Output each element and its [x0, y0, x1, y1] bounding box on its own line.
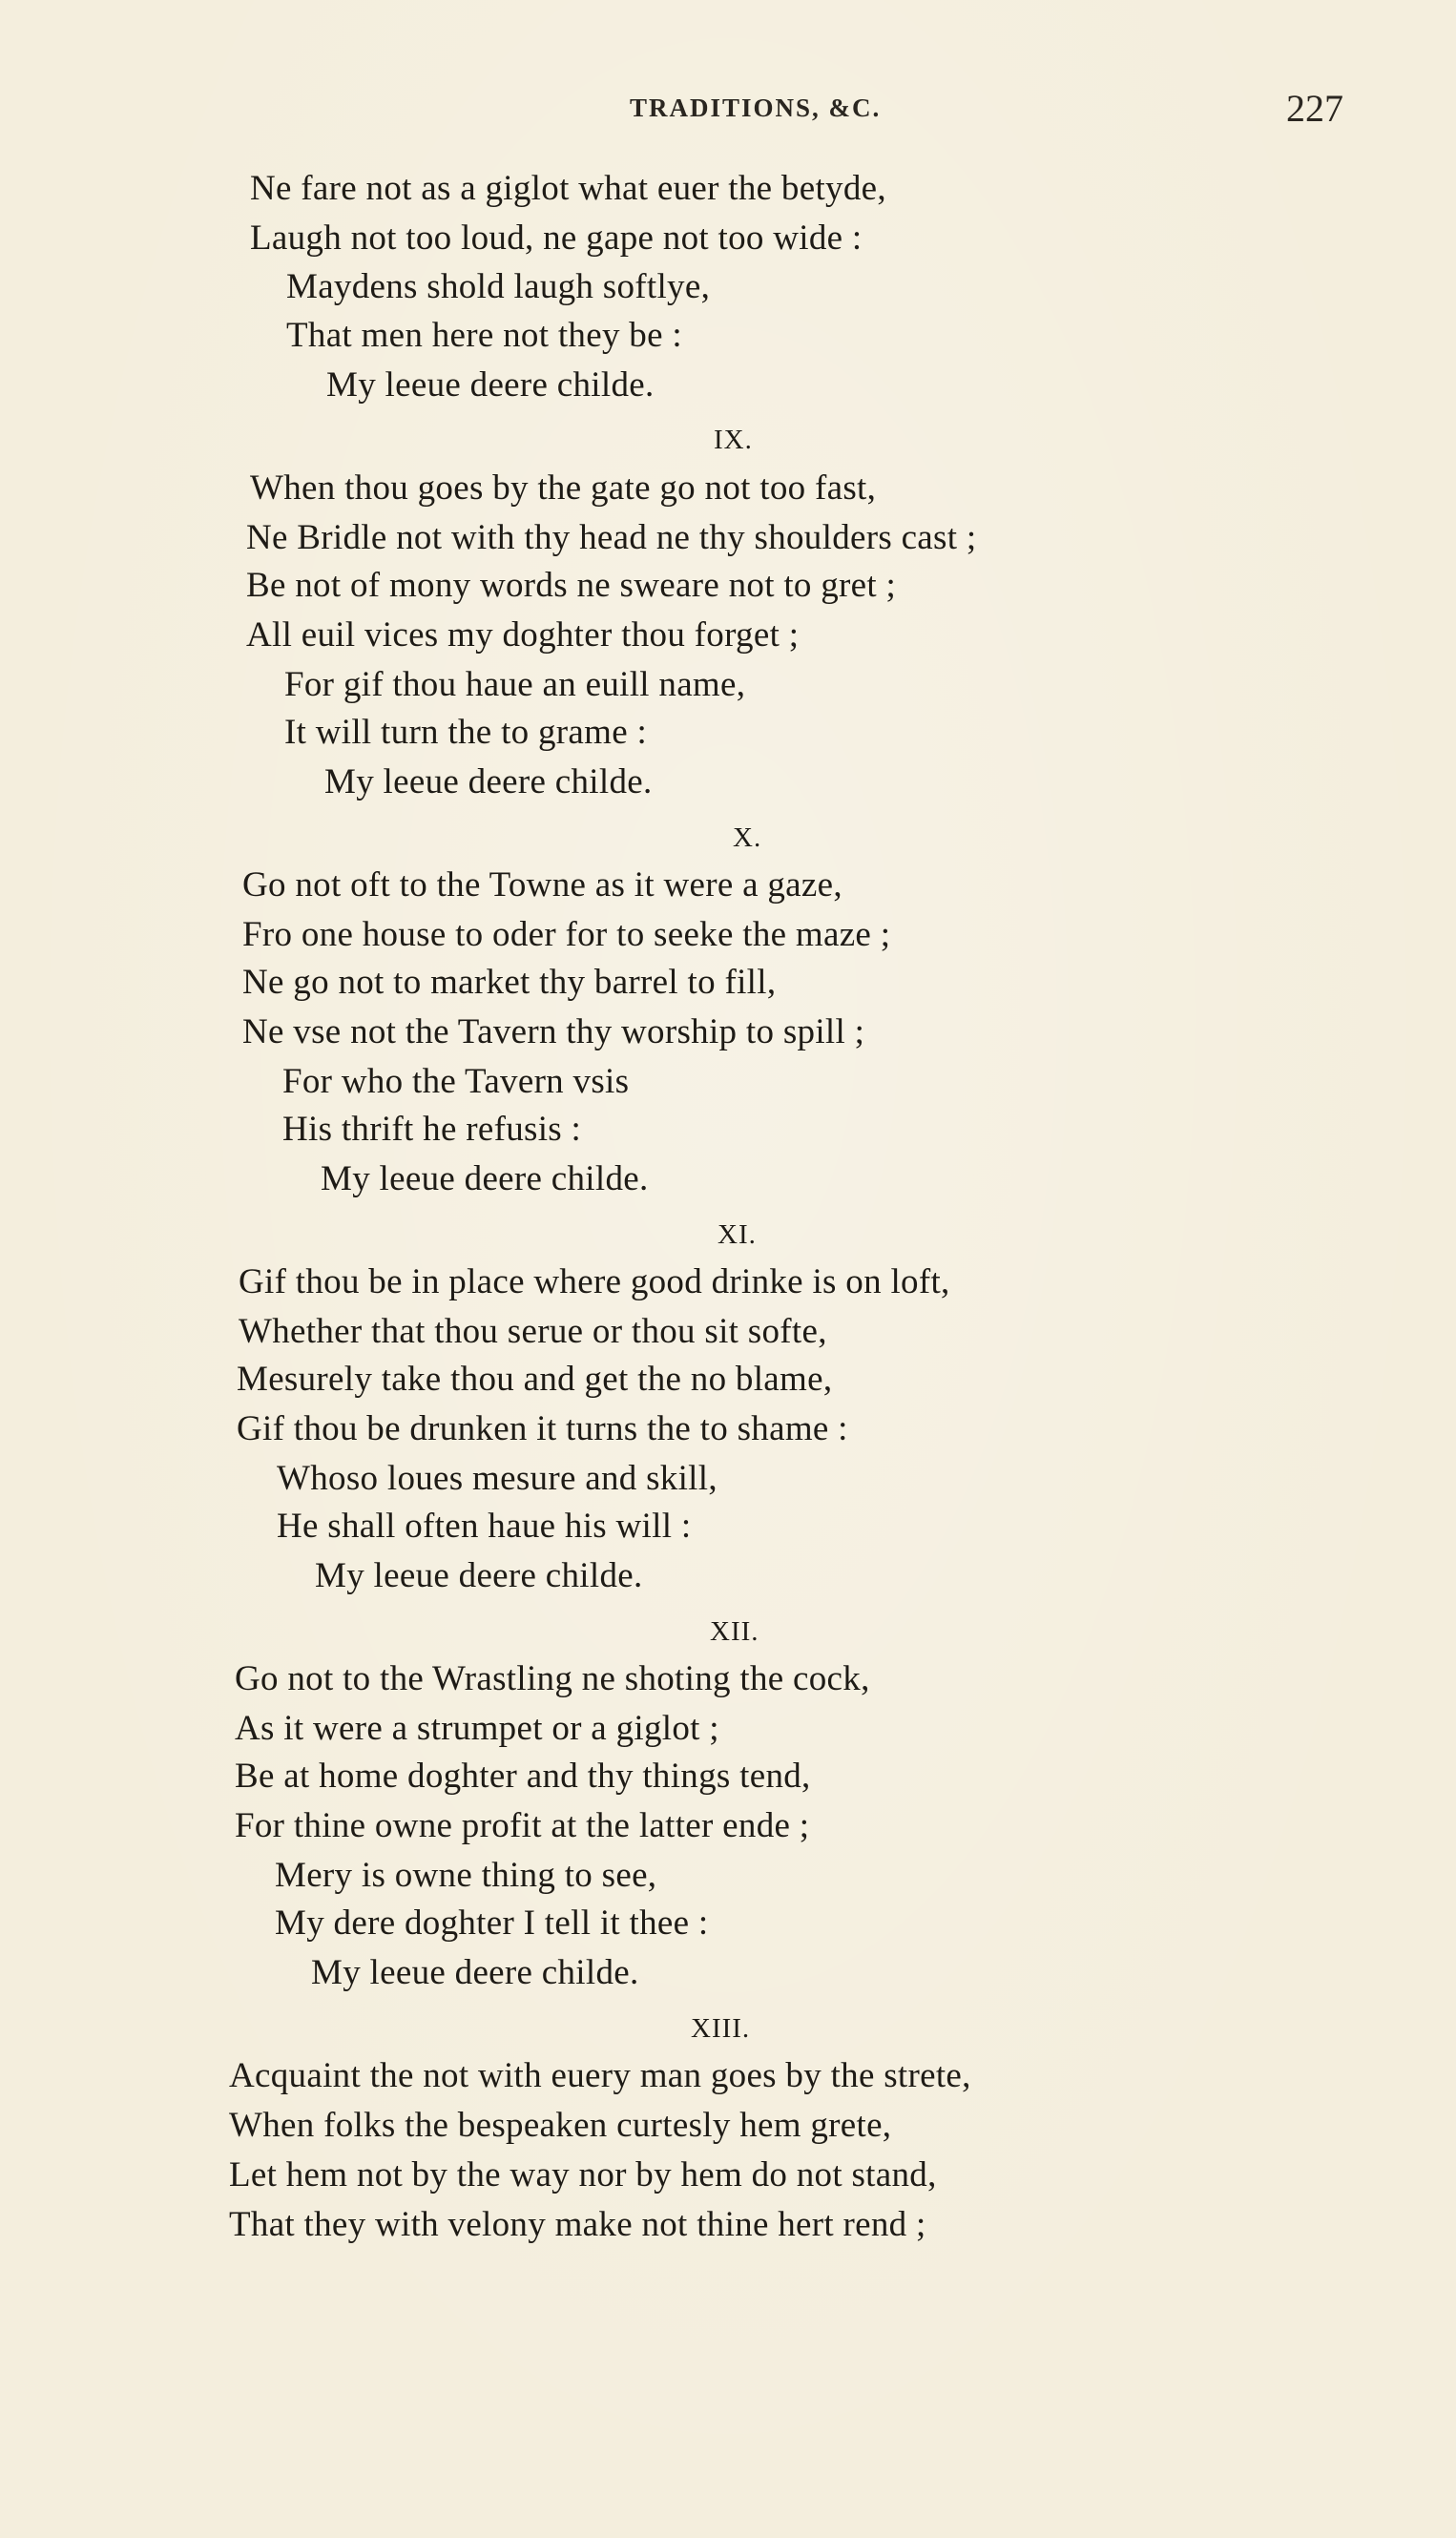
stanza-heading: XII.	[710, 1616, 759, 1647]
verse-line: When folks the bespeaken curtesly hem grete,	[229, 2106, 892, 2145]
running-title: TRADITIONS, &C.	[630, 94, 882, 122]
verse-line: Gif thou be drunken it turns the to shame :	[237, 1409, 848, 1448]
verse-line: Fro one house to oder for to seeke the maze ;	[242, 915, 891, 954]
verse-line: It will turn the to grame :	[284, 713, 648, 752]
verse-line: Ne fare not as a giglot what euer the betyde,	[250, 169, 886, 208]
verse-line: Mesurely take thou and get the no blame,	[237, 1360, 833, 1399]
verse-line: For gif thou haue an euill name,	[284, 665, 746, 704]
verse-line: My leeue deere childe.	[324, 762, 653, 801]
verse-line: For thine owne profit at the latter ende ;	[235, 1806, 810, 1845]
verse-line: My dere doghter I tell it thee :	[275, 1904, 709, 1943]
stanza-heading: XIII.	[691, 2013, 751, 2044]
verse-line: Gif thou be in place where good drinke is on loft,	[239, 1262, 950, 1301]
verse-line: Ne Bridle not with thy head ne thy shoulders cast ;	[246, 518, 977, 557]
verse-line: Be not of mony words ne sweare not to gret ;	[246, 566, 897, 605]
verse-line: He shall often haue his will :	[277, 1507, 692, 1546]
verse-line: As it were a strumpet or a giglot ;	[235, 1709, 719, 1748]
verse-line: Ne go not to market thy barrel to fill,	[242, 963, 777, 1002]
verse-line: Maydens shold laugh softlye,	[286, 267, 711, 306]
verse-line: Ne vse not the Tavern thy worship to spill ;	[242, 1012, 865, 1051]
verse-line: Let hem not by the way nor by hem do not stand,	[229, 2155, 937, 2195]
verse-line: All euil vices my doghter thou forget ;	[246, 615, 800, 655]
verse-line: Whether that thou serue or thou sit softe,	[239, 1312, 827, 1351]
page-number: 227	[1286, 87, 1343, 130]
verse-line: His thrift he refusis :	[282, 1110, 582, 1149]
stanza-heading: IX.	[714, 425, 753, 455]
running-head	[0, 84, 1456, 132]
verse-line: Be at home doghter and thy things tend,	[235, 1757, 811, 1796]
verse-line: That they with velony make not thine hert rend ;	[229, 2205, 926, 2244]
verse-line: My leeue deere childe.	[326, 365, 655, 405]
verse-line: My leeue deere childe.	[315, 1556, 643, 1595]
stanza-heading: XI.	[718, 1219, 757, 1250]
verse-line: My leeue deere childe.	[311, 1953, 639, 1992]
verse-line: When thou goes by the gate go not too fast,	[250, 468, 877, 508]
verse-line: My leeue deere childe.	[321, 1159, 649, 1198]
verse-line: Mery is owne thing to see,	[275, 1856, 657, 1895]
verse-line: Acquaint the not with euery man goes by the strete,	[229, 2056, 971, 2095]
verse-line: Go not to the Wrastling ne shoting the cock,	[235, 1659, 870, 1698]
verse-line: Whoso loues mesure and skill,	[277, 1459, 718, 1498]
verse-line: That men here not they be :	[286, 316, 682, 355]
verse-line: Laugh not too loud, ne gape not too wide :	[250, 218, 863, 258]
stanza-heading: X.	[733, 822, 762, 853]
verse-line: For who the Tavern vsis	[282, 1062, 630, 1101]
verse-line: Go not oft to the Towne as it were a gaze,	[242, 865, 842, 905]
